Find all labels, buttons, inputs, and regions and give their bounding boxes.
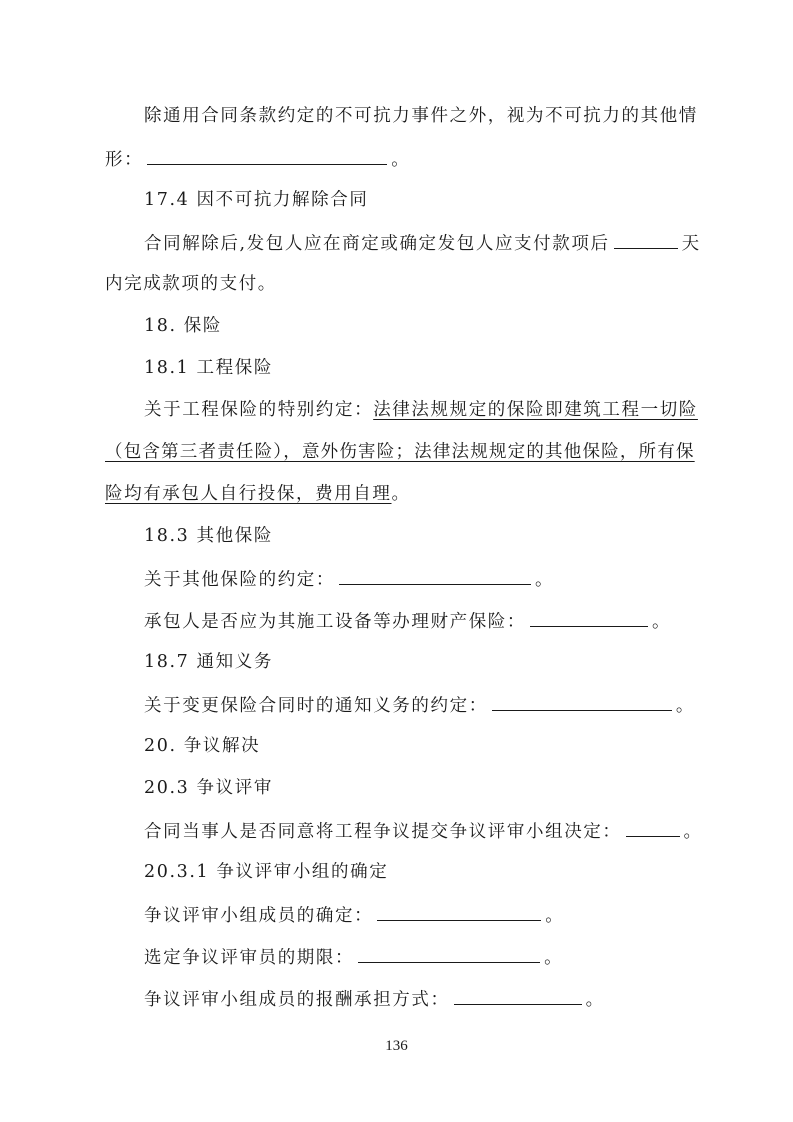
filled-answer: 法律法规规定的保险即建筑工程一切险 xyxy=(373,400,698,420)
text-line xyxy=(144,608,671,634)
heading-text: 20.3 争议评审 xyxy=(144,778,273,798)
line-text: 关于变更保险合同时的通知义务的约定： xyxy=(144,696,488,716)
text-line xyxy=(144,566,554,592)
text-line xyxy=(144,944,563,970)
line-text: 承包人是否应为其施工设备等办理财产保险： xyxy=(144,612,526,632)
heading-text: 18. 保险 xyxy=(144,316,222,336)
line-text: 合同解除后,发包人应在商定或确定发包人应支付款项后 xyxy=(144,234,610,254)
section-heading xyxy=(144,314,222,338)
fill-in-blank[interactable] xyxy=(358,944,540,963)
text-line xyxy=(144,818,703,844)
fill-in-blank[interactable] xyxy=(530,608,648,627)
page-number: 136 xyxy=(385,1038,408,1054)
fill-in-blank[interactable] xyxy=(492,692,672,711)
text-line xyxy=(105,440,695,464)
section-heading xyxy=(144,734,260,758)
line-text: 争议评审小组成员的报酬承担方式： xyxy=(144,990,450,1010)
heading-text: 18.7 通知义务 xyxy=(144,652,273,672)
line-text: 关于工程保险的特别约定： xyxy=(144,400,374,420)
section-heading xyxy=(144,776,273,800)
text-line xyxy=(144,104,698,128)
heading-text: 20.3.1 争议评审小组的确定 xyxy=(144,862,389,882)
text-line xyxy=(144,902,564,928)
line-text: 形： xyxy=(105,150,144,170)
heading-text: 18.1 工程保险 xyxy=(144,358,273,378)
line-text: 关于其他保险的约定： xyxy=(144,570,335,590)
fill-in-blank[interactable] xyxy=(454,986,582,1005)
fill-in-blank[interactable] xyxy=(626,818,680,837)
line-text: 除通用合同条款约定的不可抗力事件之外，视为不可抗力的其他情 xyxy=(144,106,698,126)
heading-text: 18.3 其他保险 xyxy=(144,526,273,546)
section-heading xyxy=(144,860,388,884)
heading-text: 20. 争议解决 xyxy=(144,736,261,756)
line-text: 。 xyxy=(675,696,695,716)
line-text: 。 xyxy=(585,990,605,1010)
text-line xyxy=(144,398,698,422)
heading-text: 17.4 因不可抗力解除合同 xyxy=(144,190,369,210)
fill-in-blank[interactable] xyxy=(614,230,678,249)
fill-in-blank[interactable] xyxy=(339,566,531,585)
text-line xyxy=(105,482,411,506)
text-line xyxy=(144,692,695,718)
filled-answer: （包含第三者责任险），意外伤害险；法律法规规定的其他保险，所有保 xyxy=(105,442,695,462)
section-heading xyxy=(144,524,273,548)
text-line xyxy=(144,230,701,256)
line-text: 内完成款项的支付。 xyxy=(105,274,277,294)
fill-in-blank[interactable] xyxy=(147,146,387,165)
line-text: 选定争议评审员的期限： xyxy=(144,948,355,968)
line-text: 。 xyxy=(391,484,411,504)
section-heading xyxy=(144,188,368,212)
section-heading xyxy=(144,356,273,380)
text-line xyxy=(105,272,277,296)
filled-answer: 险均有承包人自行投保，费用自理 xyxy=(105,484,392,504)
line-text: 合同当事人是否同意将工程争议提交争议评审小组决定： xyxy=(144,822,622,842)
line-text: 。 xyxy=(545,906,565,926)
line-text: 。 xyxy=(391,150,411,170)
text-line xyxy=(105,146,410,172)
line-text: 争议评审小组成员的确定： xyxy=(144,906,374,926)
fill-in-blank[interactable] xyxy=(377,902,541,921)
line-text: 天 xyxy=(681,234,701,254)
section-heading xyxy=(144,650,273,674)
line-text: 。 xyxy=(683,822,703,842)
line-text: 。 xyxy=(535,570,555,590)
text-line xyxy=(144,986,605,1012)
line-text: 。 xyxy=(652,612,672,632)
line-text: 。 xyxy=(544,948,564,968)
